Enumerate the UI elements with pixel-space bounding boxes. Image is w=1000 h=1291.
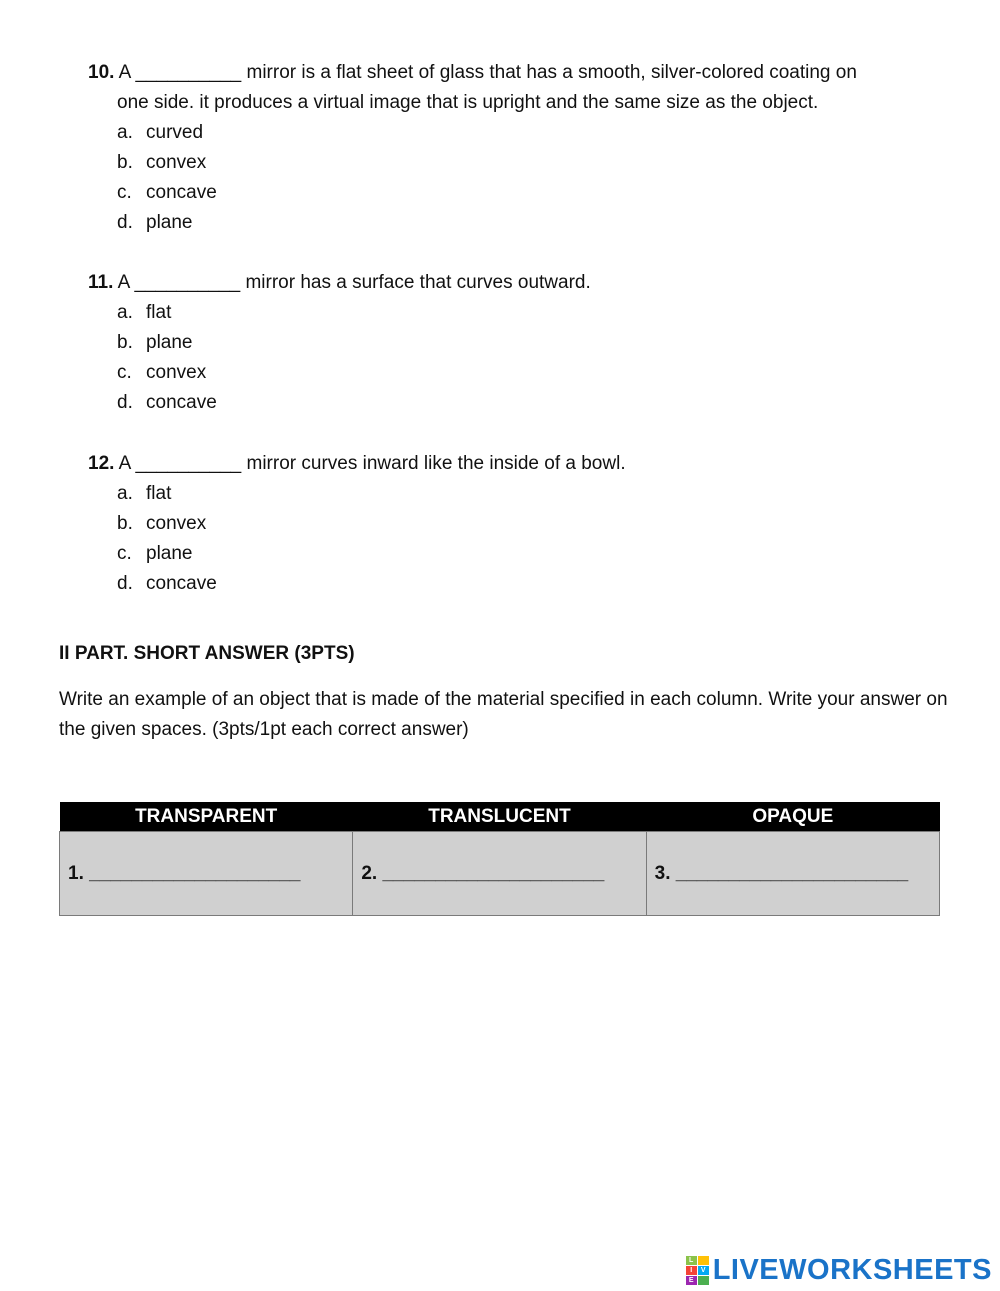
question-stem: A __________ mirror is a flat sheet of glass that has a smooth, silver-colored coating on bbox=[118, 62, 857, 83]
option-d[interactable]: d. plane bbox=[117, 212, 193, 233]
question-number: 12. bbox=[88, 453, 115, 474]
header-opaque: OPAQUE bbox=[646, 802, 939, 832]
option-c[interactable]: c. convex bbox=[117, 362, 207, 383]
logo-block bbox=[698, 1256, 709, 1265]
logo-blocks-icon bbox=[686, 1256, 709, 1285]
question-stem-continuation: one side. it produces a virtual image that is upright and the same size as the object. bbox=[117, 92, 819, 113]
option-d[interactable]: d. concave bbox=[117, 573, 217, 594]
answer-table bbox=[59, 802, 940, 916]
question-stem: A __________ mirror curves inward like the inside of a bowl. bbox=[118, 453, 626, 474]
logo-block: I bbox=[686, 1266, 697, 1275]
option-b[interactable]: b. convex bbox=[117, 152, 207, 173]
question-11 bbox=[88, 268, 968, 418]
option-list bbox=[88, 298, 968, 418]
question-stem: A __________ mirror has a surface that curves outward. bbox=[117, 272, 591, 293]
question-number: 11. bbox=[88, 272, 114, 293]
logo-text: LIVEWORKSHEETS bbox=[712, 1254, 992, 1286]
logo-block: V bbox=[698, 1266, 709, 1275]
option-b[interactable]: b. plane bbox=[117, 332, 193, 353]
answer-blank-3[interactable]: 3. ______________________ bbox=[646, 832, 939, 916]
liveworksheets-logo bbox=[686, 1254, 992, 1287]
logo-block: L bbox=[686, 1256, 697, 1265]
option-a[interactable]: a. curved bbox=[117, 122, 204, 143]
header-transparent: TRANSPARENT bbox=[60, 802, 353, 832]
question-12 bbox=[88, 449, 968, 599]
question-10 bbox=[88, 58, 968, 238]
table-row bbox=[60, 832, 940, 916]
option-list bbox=[88, 118, 968, 238]
option-c[interactable]: c. concave bbox=[117, 182, 217, 203]
question-number: 10. bbox=[88, 62, 115, 83]
option-a[interactable]: a. flat bbox=[117, 483, 172, 504]
option-b[interactable]: b. convex bbox=[117, 513, 207, 534]
answer-blank-2[interactable]: 2. _____________________ bbox=[353, 832, 646, 916]
table-header-row bbox=[60, 802, 940, 832]
option-c[interactable]: c. plane bbox=[117, 543, 193, 564]
instructions-text: Write an example of an object that is made of the material specified in each column. Write your answer on the given spaces. (3pts/1pt each correct answer) bbox=[59, 689, 948, 740]
header-translucent: TRANSLUCENT bbox=[353, 802, 646, 832]
logo-block: E bbox=[686, 1276, 697, 1285]
option-list bbox=[88, 479, 968, 599]
option-d[interactable]: d. concave bbox=[117, 392, 217, 413]
option-a[interactable]: a. flat bbox=[117, 302, 172, 323]
answer-blank-1[interactable]: 1. ____________________ bbox=[60, 832, 353, 916]
logo-block bbox=[698, 1276, 709, 1285]
section-title: II PART. SHORT ANSWER (3PTS) bbox=[59, 643, 355, 664]
